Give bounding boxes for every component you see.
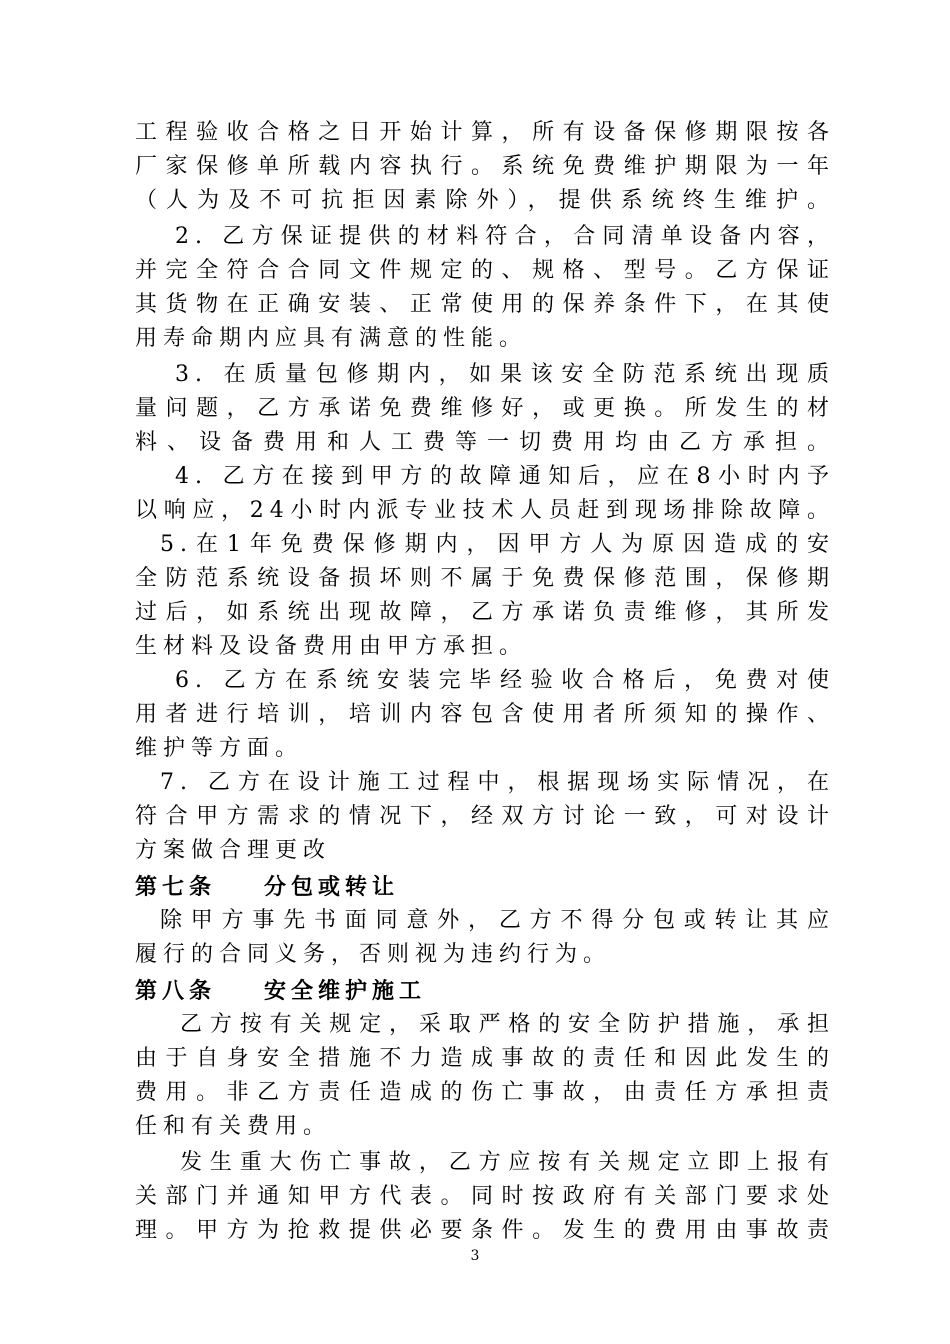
paragraph-line: 其货物在正确安装、正常使用的保养条件下，在其使	[135, 292, 835, 317]
section-title: 安全维护施工	[264, 978, 427, 1004]
paragraph-line: 以响应，24小时内派专业技术人员赶到现场排除故障。	[135, 498, 835, 523]
page-number: 3	[470, 1248, 480, 1264]
paragraph-line: 费用。非乙方责任造成的伤亡事故，由责任方承担责	[135, 1080, 835, 1105]
paragraph-line: 料、设备费用和人工费等一切费用均由乙方承担。	[135, 430, 835, 455]
paragraph-line: 维护等方面。	[135, 736, 304, 761]
paragraph-line: 符合甲方需求的情况下，经双方讨论一致，可对设计	[135, 804, 835, 829]
paragraph-line: 4. 乙方在接到甲方的故障通知后，应在8小时内予	[175, 464, 835, 489]
paragraph-line: 生材料及设备费用由甲方承担。	[135, 634, 528, 659]
paragraph-line: 任和有关费用。	[135, 1114, 332, 1139]
paragraph-line: 工程验收合格之日开始计算，所有设备保修期限按各	[135, 120, 835, 145]
section-heading	[135, 976, 835, 1006]
paragraph-line: 发生重大伤亡事故，乙方应按有关规定立即上报有	[180, 1150, 835, 1175]
paragraph-line: 厂家保修单所载内容执行。系统免费维护期限为一年	[135, 154, 835, 179]
paragraph-line: 5.在1年免费保修期内，因甲方人为原因造成的安	[160, 532, 835, 557]
paragraph-line: 履行的合同义务，否则视为违约行为。	[135, 942, 612, 967]
paragraph-line: 并完全符合合同文件规定的、规格、型号。乙方保证	[135, 258, 835, 283]
paragraph-line: 除甲方事先书面同意外，乙方不得分包或转让其应	[160, 908, 835, 933]
section-number: 第七条	[135, 874, 217, 900]
section-number: 第八条	[135, 978, 217, 1004]
paragraph-line: 用者进行培训，培训内容包含使用者所须知的操作、	[135, 702, 835, 727]
section-title: 分包或转让	[264, 874, 400, 900]
paragraph-line: 7. 乙方在设计施工过程中，根据现场实际情况，在	[160, 770, 835, 795]
paragraph-line: 理。甲方为抢救提供必要条件。发生的费用由事故责	[135, 1218, 835, 1243]
paragraph-line: 方案做合理更改	[135, 838, 332, 863]
section-heading	[135, 872, 835, 902]
paragraph-line: 全防范系统设备损坏则不属于免费保修范围，保修期	[135, 566, 835, 591]
paragraph-line: 3. 在质量包修期内，如果该安全防范系统出现质	[175, 362, 835, 387]
paragraph-line: 2. 乙方保证提供的材料符合，合同清单设备内容，	[175, 224, 835, 249]
paragraph-line: （人为及不可抗拒因素除外），提供系统终生维护。	[135, 188, 835, 213]
paragraph-line: 6. 乙方在系统安装完毕经验收合格后，免费对使	[175, 668, 835, 693]
paragraph-line: 用寿命期内应具有满意的性能。	[135, 326, 528, 351]
paragraph-line: 由于自身安全措施不力造成事故的责任和因此发生的	[135, 1046, 835, 1071]
paragraph-line: 量问题，乙方承诺免费维修好，或更换。所发生的材	[135, 396, 835, 421]
paragraph-line: 关部门并通知甲方代表。同时按政府有关部门要求处	[135, 1184, 835, 1209]
paragraph-line: 乙方按有关规定，采取严格的安全防护措施，承担	[180, 1012, 835, 1037]
paragraph-line: 过后，如系统出现故障，乙方承诺负责维修，其所发	[135, 600, 835, 625]
